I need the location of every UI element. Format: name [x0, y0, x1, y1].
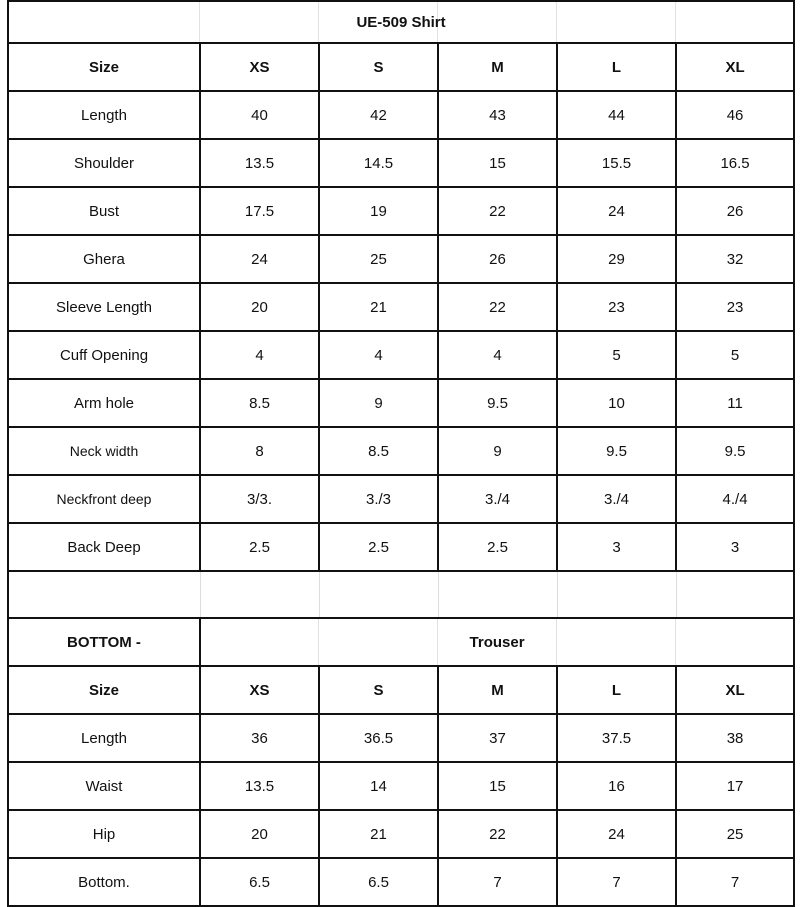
empty-cell[interactable]: [438, 571, 557, 618]
cell[interactable]: 21: [319, 810, 438, 858]
cell[interactable]: 26: [438, 235, 557, 283]
cell[interactable]: 22: [438, 187, 557, 235]
row-label[interactable]: Ghera: [8, 235, 200, 283]
shirt-row: [8, 187, 794, 235]
empty-cell[interactable]: [557, 571, 676, 618]
cell[interactable]: 5: [557, 331, 676, 379]
shirt-row: [8, 91, 794, 139]
cell[interactable]: 22: [438, 283, 557, 331]
cell[interactable]: 29: [557, 235, 676, 283]
row-label[interactable]: Bottom.: [8, 858, 200, 906]
trouser-header-row: [8, 666, 794, 714]
trouser-row: [8, 858, 794, 906]
cell[interactable]: 7: [676, 858, 794, 906]
shirt-header-xl[interactable]: XL: [676, 43, 794, 91]
cell[interactable]: 44: [557, 91, 676, 139]
row-label[interactable]: Waist: [8, 762, 200, 810]
trouser-header-size[interactable]: Size: [8, 666, 200, 714]
row-label[interactable]: Bust: [8, 187, 200, 235]
cell[interactable]: 11: [676, 379, 794, 427]
trouser-header-m[interactable]: M: [438, 666, 557, 714]
row-label[interactable]: Sleeve Length: [8, 283, 200, 331]
cell[interactable]: 9.5: [438, 379, 557, 427]
shirt-row: [8, 283, 794, 331]
empty-cell[interactable]: [319, 571, 438, 618]
cell[interactable]: 2.5: [319, 523, 438, 571]
cell[interactable]: 3/3.: [200, 475, 319, 523]
trouser-header-xs[interactable]: XS: [200, 666, 319, 714]
cell[interactable]: 9.5: [676, 427, 794, 475]
cell[interactable]: 4: [319, 331, 438, 379]
cell[interactable]: 3./4: [557, 475, 676, 523]
cell[interactable]: 9: [319, 379, 438, 427]
row-label[interactable]: Hip: [8, 810, 200, 858]
cell[interactable]: 46: [676, 91, 794, 139]
row-label[interactable]: Neck width: [8, 427, 200, 475]
trouser-header-l[interactable]: L: [557, 666, 676, 714]
cell[interactable]: 40: [200, 91, 319, 139]
cell[interactable]: 13.5: [200, 762, 319, 810]
cell[interactable]: 9: [438, 427, 557, 475]
cell[interactable]: 23: [676, 283, 794, 331]
cell[interactable]: 15: [438, 762, 557, 810]
shirt-header-row: [8, 43, 794, 91]
row-label[interactable]: Shoulder: [8, 139, 200, 187]
cell[interactable]: 36: [200, 714, 319, 762]
cell[interactable]: 43: [438, 91, 557, 139]
cell[interactable]: 13.5: [200, 139, 319, 187]
cell[interactable]: 20: [200, 283, 319, 331]
cell[interactable]: 25: [676, 810, 794, 858]
cell[interactable]: 42: [319, 91, 438, 139]
cell[interactable]: 2.5: [200, 523, 319, 571]
cell[interactable]: 3: [676, 523, 794, 571]
row-label[interactable]: Neckfront deep: [8, 475, 200, 523]
cell[interactable]: 25: [319, 235, 438, 283]
cell[interactable]: 23: [557, 283, 676, 331]
cell[interactable]: 17: [676, 762, 794, 810]
shirt-header-m[interactable]: M: [438, 43, 557, 91]
bottom-section-label[interactable]: BOTTOM -: [8, 618, 200, 666]
trouser-row: [8, 810, 794, 858]
cell[interactable]: 10: [557, 379, 676, 427]
shirt-title-row: [8, 1, 794, 43]
cell[interactable]: 21: [319, 283, 438, 331]
shirt-header-xs[interactable]: XS: [200, 43, 319, 91]
size-chart-table: [7, 0, 795, 907]
trouser-title[interactable]: Trouser: [200, 618, 794, 666]
shirt-row: [8, 331, 794, 379]
shirt-row: [8, 523, 794, 571]
cell[interactable]: 26: [676, 187, 794, 235]
cell[interactable]: 7: [438, 858, 557, 906]
cell[interactable]: 15.5: [557, 139, 676, 187]
shirt-row: [8, 379, 794, 427]
cell[interactable]: 24: [557, 810, 676, 858]
spacer-row: [8, 571, 794, 618]
trouser-header-xl[interactable]: XL: [676, 666, 794, 714]
shirt-title[interactable]: UE-509 Shirt: [8, 1, 794, 43]
cell[interactable]: 9.5: [557, 427, 676, 475]
trouser-row: [8, 762, 794, 810]
trouser-header-s[interactable]: S: [319, 666, 438, 714]
shirt-row: [8, 235, 794, 283]
cell[interactable]: 8.5: [319, 427, 438, 475]
row-label[interactable]: Back Deep: [8, 523, 200, 571]
cell[interactable]: 4: [438, 331, 557, 379]
cell[interactable]: 22: [438, 810, 557, 858]
cell[interactable]: 38: [676, 714, 794, 762]
row-label[interactable]: Arm hole: [8, 379, 200, 427]
cell[interactable]: 8: [200, 427, 319, 475]
cell[interactable]: 37: [438, 714, 557, 762]
empty-cell[interactable]: [200, 571, 319, 618]
cell[interactable]: 6.5: [200, 858, 319, 906]
cell[interactable]: 3./4: [438, 475, 557, 523]
cell[interactable]: 17.5: [200, 187, 319, 235]
cell[interactable]: 24: [200, 235, 319, 283]
cell[interactable]: 32: [676, 235, 794, 283]
trouser-title-row: [8, 618, 794, 666]
shirt-header-l[interactable]: L: [557, 43, 676, 91]
row-label[interactable]: Length: [8, 714, 200, 762]
cell[interactable]: 36.5: [319, 714, 438, 762]
cell[interactable]: 16: [557, 762, 676, 810]
shirt-header-size[interactable]: Size: [8, 43, 200, 91]
cell[interactable]: 20: [200, 810, 319, 858]
cell[interactable]: 14: [319, 762, 438, 810]
cell[interactable]: 3./3: [319, 475, 438, 523]
row-label[interactable]: Length: [8, 91, 200, 139]
shirt-row: [8, 139, 794, 187]
shirt-header-s[interactable]: S: [319, 43, 438, 91]
trouser-row: [8, 714, 794, 762]
cell[interactable]: 4: [200, 331, 319, 379]
cell[interactable]: 7: [557, 858, 676, 906]
cell[interactable]: 19: [319, 187, 438, 235]
empty-cell[interactable]: [8, 571, 200, 618]
cell[interactable]: 3: [557, 523, 676, 571]
empty-cell[interactable]: [676, 571, 794, 618]
cell[interactable]: 2.5: [438, 523, 557, 571]
cell[interactable]: 14.5: [319, 139, 438, 187]
cell[interactable]: 24: [557, 187, 676, 235]
cell[interactable]: 16.5: [676, 139, 794, 187]
shirt-row: [8, 475, 794, 523]
shirt-row: [8, 427, 794, 475]
row-label[interactable]: Cuff Opening: [8, 331, 200, 379]
cell[interactable]: 8.5: [200, 379, 319, 427]
cell[interactable]: 6.5: [319, 858, 438, 906]
cell[interactable]: 37.5: [557, 714, 676, 762]
cell[interactable]: 4./4: [676, 475, 794, 523]
cell[interactable]: 15: [438, 139, 557, 187]
cell[interactable]: 5: [676, 331, 794, 379]
